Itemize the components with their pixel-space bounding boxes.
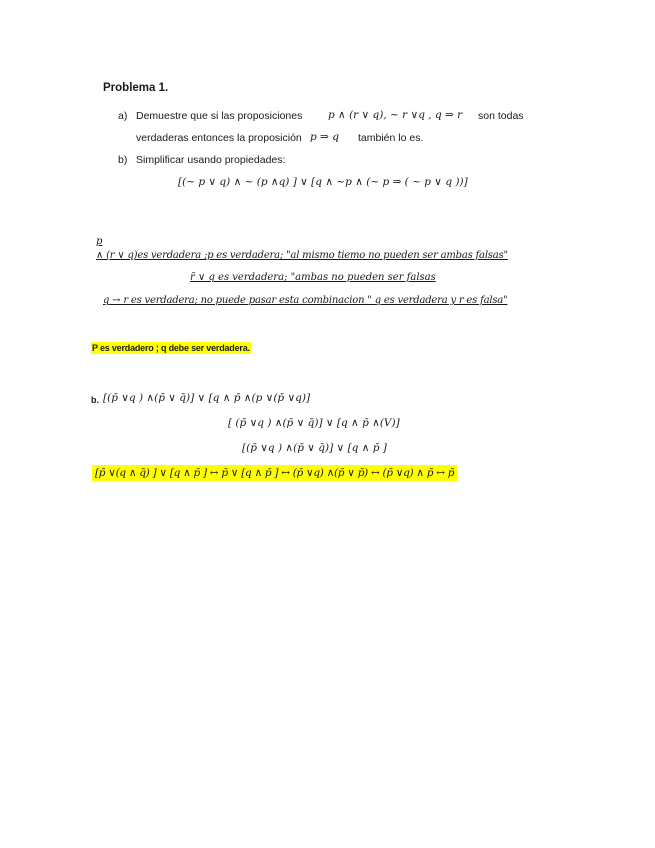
item-a-text-2: son todas <box>478 110 524 122</box>
answer-a-line-4: q → r es verdadera; no puede pasar esta combinacion " q es verdadera y r es falsa" <box>103 295 508 306</box>
answer-b-line-2: [ (p̄ ∨q ) ∧(p̄ ∨ q̄)] ∨ [q ∧ p̄ ∧(V)] <box>228 417 400 429</box>
item-a-math-2: p ⇒ q <box>310 131 339 143</box>
problem-title: Problema 1. <box>103 82 169 94</box>
answer-b-line-4: [p̄ ∨(q ∧ q̄) ] ∨ [q ∧ p̄ ] ↔ p̄ ∨ [q ∧ p̄ ] ↔ (p̄ ∨q) ∧(p̄ ∨ p̄) ↔ (p̄ ∨q) ∧ p̄ ↔ p̄ <box>92 465 457 481</box>
item-a-text-3: verdaderas entonces la proposición <box>136 132 302 144</box>
answer-b-label: b. <box>91 395 99 405</box>
answer-a-line-1: p <box>96 236 103 247</box>
answer-b-line-3: [(p̄ ∨q ) ∧(p̄ ∨ q̄)] ∨ [q ∧ p̄ ] <box>242 442 387 454</box>
item-b-text: Simplificar usando propiedades: <box>136 154 286 166</box>
item-b-math: [(~ p ∨ q) ∧ ~ (p ∧q) ] ∨ [q ∧ ~p ∧ (~ p ⇒ ( ~ p ∨ q ))] <box>178 176 468 188</box>
answer-b-line-1: [(p̄ ∨q ) ∧(p̄ ∨ q̄)] ∨ [q ∧ p̄ ∧(p ∨(p̄ ∨q)] <box>103 392 311 404</box>
item-a-text-4: también lo es. <box>358 132 424 144</box>
answer-a-line-2: ∧ (r ∨ q)es verdadera ;p es verdadera; "al mismo tiemo no pueden ser ambas falsas" <box>96 250 508 261</box>
item-b-marker: b) <box>118 154 128 166</box>
item-a-text-1: Demuestre que si las proposiciones <box>136 110 303 122</box>
item-a-marker: a) <box>118 110 128 122</box>
answer-a-conclusion: P es verdadero ; q debe ser verdadera. <box>92 343 250 353</box>
answer-a-line-3: r̄ ∨ q es verdadera; "ambas no pueden ser falsas <box>190 272 436 283</box>
item-a-math-1: p ∧ (r ∨ q), ~ r ∨q , q ⇒ r <box>328 109 463 121</box>
